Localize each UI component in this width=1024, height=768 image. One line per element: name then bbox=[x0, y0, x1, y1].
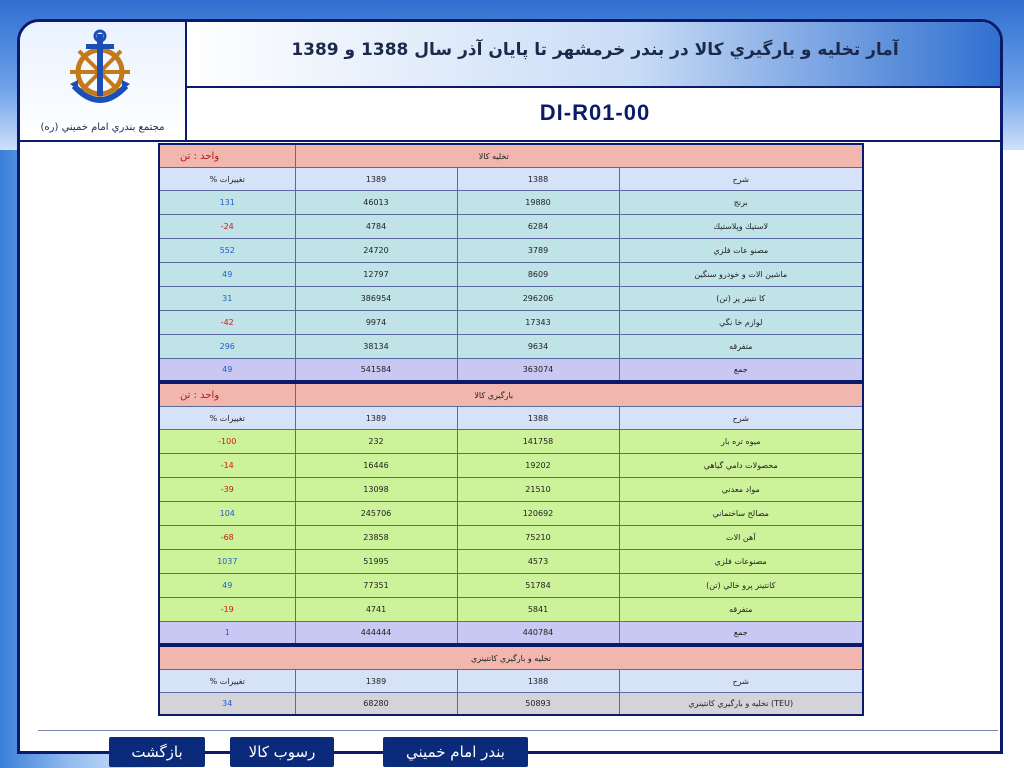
table-cell-1389: 444444 bbox=[295, 622, 457, 645]
table-cell-desc: مواد معدني bbox=[619, 478, 863, 502]
container-row bbox=[159, 693, 863, 716]
imam-khomeini-port-button[interactable]: بندر امام خميني bbox=[383, 737, 528, 767]
table-cell-change: 1 bbox=[159, 622, 295, 645]
table-cell-1388: 141758 bbox=[457, 430, 619, 454]
table-row bbox=[159, 191, 863, 215]
table-cell-1389: 4784 bbox=[295, 215, 457, 239]
loading-unit-label: واحد : تن bbox=[159, 383, 295, 407]
table-cell-1388: 4573 bbox=[457, 550, 619, 574]
table-cell-change: 296 bbox=[159, 335, 295, 359]
table-cell-desc: جمع bbox=[619, 359, 863, 382]
table-cell-1389: 38134 bbox=[295, 335, 457, 359]
table-cell-change: 49 bbox=[159, 359, 295, 382]
table-cell-1388: 19880 bbox=[457, 191, 619, 215]
table-cell-desc: ماشين الات و خودرو سنگين bbox=[619, 263, 863, 287]
table-cell-1388: 75210 bbox=[457, 526, 619, 550]
table-cell-1388: 5841 bbox=[457, 598, 619, 622]
table-cell-change: -100 bbox=[159, 430, 295, 454]
table-cell-1388: 50893 bbox=[457, 693, 619, 716]
container-column-header bbox=[159, 670, 863, 693]
discharge-rows bbox=[159, 191, 863, 359]
table-cell-1388: 21510 bbox=[457, 478, 619, 502]
col-header-desc: شرح bbox=[619, 168, 863, 191]
table-row bbox=[159, 574, 863, 598]
col-header-change: % تغييرات bbox=[159, 168, 295, 191]
table-row bbox=[159, 598, 863, 622]
loading-section-title: بارگيري كالا bbox=[295, 383, 863, 407]
table-cell-change: -14 bbox=[159, 454, 295, 478]
logo-cell bbox=[20, 22, 187, 142]
table-cell-desc: مصالح ساختماني bbox=[619, 502, 863, 526]
logo-caption: مجتمع بندري امام خميني (ره) bbox=[40, 122, 165, 133]
discharge-section-header bbox=[159, 144, 863, 168]
table-cell-1389: 386954 bbox=[295, 287, 457, 311]
table-cell-change: 49 bbox=[159, 574, 295, 598]
discharge-unit-label: واحد : تن bbox=[159, 144, 295, 168]
table-row bbox=[159, 215, 863, 239]
table-cell-desc: متفرقه bbox=[619, 598, 863, 622]
table-row bbox=[159, 526, 863, 550]
table-cell-change: 34 bbox=[159, 693, 295, 716]
table-row bbox=[159, 502, 863, 526]
col-header-1388: 1388 bbox=[457, 407, 619, 430]
table-cell-1389: 9974 bbox=[295, 311, 457, 335]
col-header-change: % تغييرات bbox=[159, 407, 295, 430]
col-header-1389: 1389 bbox=[295, 407, 457, 430]
loading-column-header bbox=[159, 407, 863, 430]
table-cell-change: 552 bbox=[159, 239, 295, 263]
table-row bbox=[159, 287, 863, 311]
table-cell-desc: ميوه تره بار bbox=[619, 430, 863, 454]
col-header-desc: شرح bbox=[619, 670, 863, 693]
table-cell-change: -42 bbox=[159, 311, 295, 335]
port-anchor-logo-icon bbox=[60, 28, 140, 114]
table-cell-1388: 51784 bbox=[457, 574, 619, 598]
loading-table bbox=[158, 382, 864, 645]
discharge-section-title: تخليه كالا bbox=[295, 144, 863, 168]
table-cell-change: 49 bbox=[159, 263, 295, 287]
table-cell-1389: 4741 bbox=[295, 598, 457, 622]
container-section-title: تخليه و بارگيري كانتينري bbox=[159, 646, 863, 670]
col-header-1388: 1388 bbox=[457, 168, 619, 191]
table-cell-1388: 8609 bbox=[457, 263, 619, 287]
table-cell-desc: آهن الات bbox=[619, 526, 863, 550]
col-header-1388: 1388 bbox=[457, 670, 619, 693]
table-cell-1388: 3789 bbox=[457, 239, 619, 263]
table-cell-desc: محصولات دامي گياهي bbox=[619, 454, 863, 478]
table-cell-1389: 77351 bbox=[295, 574, 457, 598]
table-cell-1388: 363074 bbox=[457, 359, 619, 382]
table-cell-1389: 23858 bbox=[295, 526, 457, 550]
loading-rows bbox=[159, 430, 863, 622]
table-cell-change: -24 bbox=[159, 215, 295, 239]
table-cell-1389: 46013 bbox=[295, 191, 457, 215]
table-cell-1389: 68280 bbox=[295, 693, 457, 716]
table-cell-change: 1037 bbox=[159, 550, 295, 574]
table-cell-1388: 17343 bbox=[457, 311, 619, 335]
table-cell-1388: 9634 bbox=[457, 335, 619, 359]
table-cell-1389: 232 bbox=[295, 430, 457, 454]
table-cell-change: 31 bbox=[159, 287, 295, 311]
statistics-tables bbox=[158, 143, 862, 716]
table-cell-desc: متفرقه bbox=[619, 335, 863, 359]
doc-code-cell bbox=[187, 88, 1003, 142]
table-cell-1388: 440784 bbox=[457, 622, 619, 645]
table-cell-1389: 24720 bbox=[295, 239, 457, 263]
table-cell-desc: لوازم خا نگي bbox=[619, 311, 863, 335]
col-header-1389: 1389 bbox=[295, 168, 457, 191]
table-row bbox=[159, 430, 863, 454]
back-button[interactable]: بازگشت bbox=[109, 737, 205, 767]
table-cell-desc: كانتينر پرو خالي (تن) bbox=[619, 574, 863, 598]
table-row bbox=[159, 263, 863, 287]
loading-total-row bbox=[159, 622, 863, 645]
table-row bbox=[159, 335, 863, 359]
table-row bbox=[159, 454, 863, 478]
col-header-desc: شرح bbox=[619, 407, 863, 430]
table-cell-1389: 12797 bbox=[295, 263, 457, 287]
table-row bbox=[159, 550, 863, 574]
table-cell-1388: 120692 bbox=[457, 502, 619, 526]
document-code: DI-R01-00 bbox=[539, 100, 651, 125]
table-cell-change: -39 bbox=[159, 478, 295, 502]
table-cell-1388: 296206 bbox=[457, 287, 619, 311]
table-cell-desc: جمع bbox=[619, 622, 863, 645]
table-cell-1388: 6284 bbox=[457, 215, 619, 239]
table-cell-change: -19 bbox=[159, 598, 295, 622]
table-cell-desc: برنج bbox=[619, 191, 863, 215]
table-cell-change: 131 bbox=[159, 191, 295, 215]
table-cell-1389: 51995 bbox=[295, 550, 457, 574]
container-section-header bbox=[159, 646, 863, 670]
table-row bbox=[159, 239, 863, 263]
table-row bbox=[159, 478, 863, 502]
col-header-change: % تغييرات bbox=[159, 670, 295, 693]
table-cell-1388: 19202 bbox=[457, 454, 619, 478]
footer-divider bbox=[38, 730, 998, 731]
table-cell-change: 104 bbox=[159, 502, 295, 526]
slide-frame bbox=[17, 19, 1003, 754]
discharge-table bbox=[158, 143, 864, 382]
discharge-column-header bbox=[159, 168, 863, 191]
table-cell-desc: مصنو عات فلزي bbox=[619, 239, 863, 263]
table-cell-desc: كا نتينر پر (تن) bbox=[619, 287, 863, 311]
page-title: آمار تخليه و بارگيري كالا در بندر خرمشهر تا پايان آذر سال 1388 و 1389 bbox=[291, 40, 899, 60]
title-cell bbox=[187, 22, 1003, 88]
table-cell-desc: مصنوعات فلزي bbox=[619, 550, 863, 574]
table-cell-1389: 16446 bbox=[295, 454, 457, 478]
col-header-1389: 1389 bbox=[295, 670, 457, 693]
table-cell-change: -68 bbox=[159, 526, 295, 550]
table-cell-desc: لاستيك وپلاستيك bbox=[619, 215, 863, 239]
table-row bbox=[159, 311, 863, 335]
table-cell-1389: 13098 bbox=[295, 478, 457, 502]
container-table bbox=[158, 645, 864, 716]
discharge-total-row bbox=[159, 359, 863, 382]
table-cell-desc: تخليه و بارگيري كانتينري (TEU) bbox=[619, 693, 863, 716]
loading-section-header bbox=[159, 383, 863, 407]
sediment-goods-button[interactable]: رسوب كالا bbox=[230, 737, 334, 767]
table-cell-1389: 245706 bbox=[295, 502, 457, 526]
table-cell-1389: 541584 bbox=[295, 359, 457, 382]
